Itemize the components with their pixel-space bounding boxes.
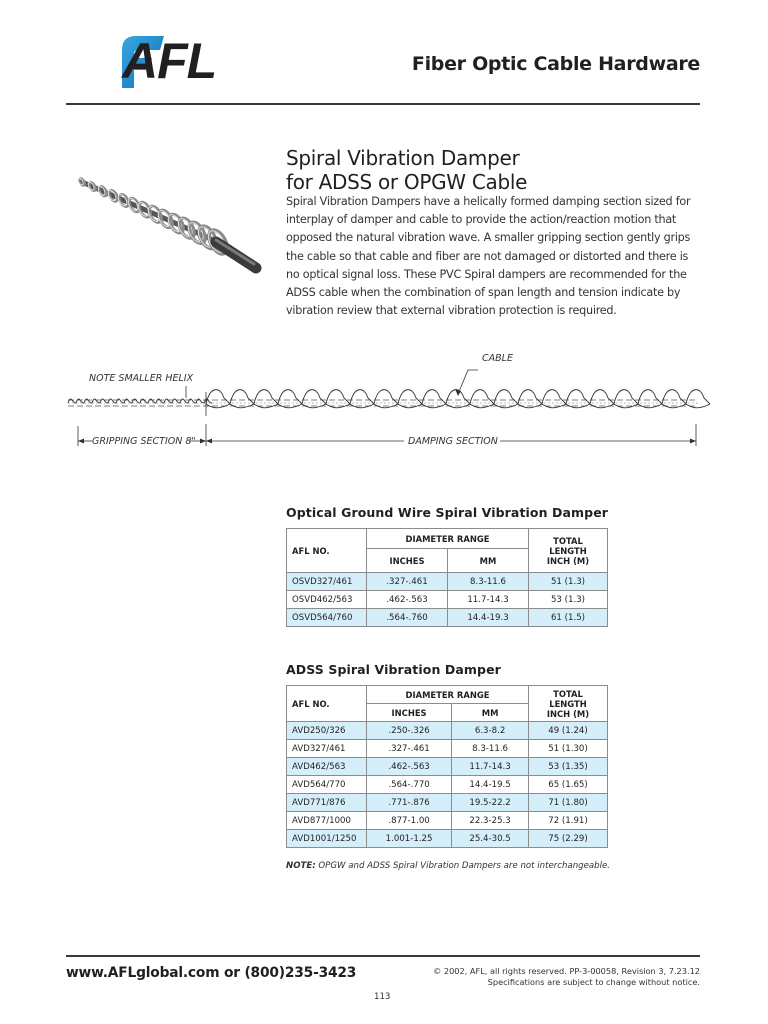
- footer-divider: [66, 955, 700, 957]
- part-cell: AVD877/1000: [287, 812, 367, 830]
- inches-cell: .327-.461: [367, 573, 448, 591]
- inches-cell: .771-.876: [367, 794, 452, 812]
- part-cell: AVD250/326: [287, 722, 367, 740]
- header-title: Fiber Optic Cable Hardware: [411, 53, 700, 75]
- inches-cell: .250-.326: [367, 722, 452, 740]
- length-cell: 51 (1.3): [529, 573, 608, 591]
- col-afl-no: AFL NO.: [287, 686, 367, 722]
- helix-note-label: NOTE SMALLER HELIX: [89, 373, 194, 384]
- mm-cell: 8.3-11.6: [452, 740, 529, 758]
- table-row: [287, 776, 608, 794]
- product-description: Spiral Vibration Dampers have a helically formed damping section sized for interplay of damper and cable to provide the action/reaction motion that opposed the natural vibration wave. A smaller gripping section gently grips the cable so that cable and fiber are not damaged or distorted and there is no optical signal loss. These PVC Spiral dampers are recommended for the ADSS cable when the combination of span length and tension indicate by vibration review that external vibration protection is required.: [286, 195, 691, 318]
- col-inches: INCHES: [367, 549, 448, 573]
- adss-spec-table: [286, 685, 608, 848]
- table-row: [287, 794, 608, 812]
- total-length-line2: INCH (M): [546, 708, 590, 719]
- part-cell: AVD771/876: [287, 794, 367, 812]
- part-cell: OSVD327/461: [287, 573, 367, 591]
- length-cell: 53 (1.35): [529, 758, 608, 776]
- footer-disclaimer: Specifications are subject to change without notice.: [487, 977, 700, 987]
- header-divider: [66, 103, 700, 105]
- length-cell: 72 (1.91): [529, 812, 608, 830]
- inches-cell: .462-.563: [367, 758, 452, 776]
- gripping-section-label: GRIPPING SECTION 8": [92, 436, 196, 447]
- part-cell: AVD1001/1250: [287, 830, 367, 848]
- footer-copyright: © 2002, AFL, all rights reserved. PP-3-00058, Revision 3, 7.23.12: [433, 966, 700, 976]
- table-row: [287, 830, 608, 848]
- total-length-line1: TOTAL LENGTH: [549, 535, 587, 556]
- mm-cell: 25.4-30.5: [452, 830, 529, 848]
- col-diameter-range: DIAMETER RANGE: [367, 529, 529, 549]
- part-cell: OSVD564/760: [287, 609, 367, 627]
- product-title-line2: for ADSS or OPGW Cable: [286, 170, 528, 194]
- table-row: [287, 812, 608, 830]
- mm-cell: 8.3-11.6: [448, 573, 529, 591]
- table-row: [287, 722, 608, 740]
- adss-table-title: ADSS Spiral Vibration Damper: [286, 662, 501, 677]
- table-row: [287, 740, 608, 758]
- table-row: [287, 573, 608, 591]
- opgw-spec-table: [286, 528, 608, 627]
- cable-label: CABLE: [482, 353, 513, 364]
- note-text: OPGW and ADSS Spiral Vibration Dampers are not interchangeable.: [315, 861, 611, 871]
- part-cell: AVD564/770: [287, 776, 367, 794]
- col-afl-no: AFL NO.: [287, 529, 367, 573]
- footer-copyright-block: [433, 966, 700, 988]
- length-cell: 53 (1.3): [529, 591, 608, 609]
- page-number: 113: [374, 992, 391, 1002]
- mm-cell: 14.4-19.5: [452, 776, 529, 794]
- total-length-line2: INCH (M): [546, 555, 590, 566]
- mm-cell: 19.5-22.2: [452, 794, 529, 812]
- inches-cell: .327-.461: [367, 740, 452, 758]
- spiral-damper-photo: [66, 164, 262, 274]
- col-diameter-range: DIAMETER RANGE: [367, 686, 529, 704]
- length-cell: 65 (1.65): [529, 776, 608, 794]
- mm-cell: 6.3-8.2: [452, 722, 529, 740]
- inches-cell: .462-.563: [367, 591, 448, 609]
- inches-cell: 1.001-1.25: [367, 830, 452, 848]
- table-row: [287, 591, 608, 609]
- length-cell: 75 (2.29): [529, 830, 608, 848]
- footer-contact: www.AFLglobal.com or (800)235-3423: [66, 965, 357, 981]
- damping-section-label: DAMPING SECTION: [408, 436, 498, 447]
- damper-diagram: [60, 346, 710, 456]
- col-inches: INCHES: [367, 704, 452, 722]
- col-total-length: [529, 529, 608, 573]
- col-mm: MM: [452, 704, 529, 722]
- mm-cell: 14.4-19.3: [448, 609, 529, 627]
- mm-cell: 11.7-14.3: [448, 591, 529, 609]
- table-row: [287, 758, 608, 776]
- col-total-length: [529, 686, 608, 722]
- note-label: NOTE:: [286, 861, 316, 871]
- length-cell: 51 (1.30): [529, 740, 608, 758]
- col-mm: MM: [448, 549, 529, 573]
- mm-cell: 11.7-14.3: [452, 758, 529, 776]
- length-cell: 71 (1.80): [529, 794, 608, 812]
- part-cell: AVD327/461: [287, 740, 367, 758]
- inches-cell: .564-.760: [367, 609, 448, 627]
- product-title-line1: Spiral Vibration Damper: [286, 146, 520, 170]
- table-row: [287, 609, 608, 627]
- length-cell: 61 (1.5): [529, 609, 608, 627]
- part-cell: OSVD462/563: [287, 591, 367, 609]
- total-length-line1: TOTAL LENGTH: [549, 688, 587, 709]
- length-cell: 49 (1.24): [529, 722, 608, 740]
- logo-wordmark: AFL: [122, 33, 217, 89]
- part-cell: AVD462/563: [287, 758, 367, 776]
- mm-cell: 22.3-25.3: [452, 812, 529, 830]
- inches-cell: .564-.770: [367, 776, 452, 794]
- opgw-table-title: Optical Ground Wire Spiral Vibration Damper: [286, 505, 609, 520]
- interchangeability-note: [286, 861, 610, 871]
- inches-cell: .877-1.00: [367, 812, 452, 830]
